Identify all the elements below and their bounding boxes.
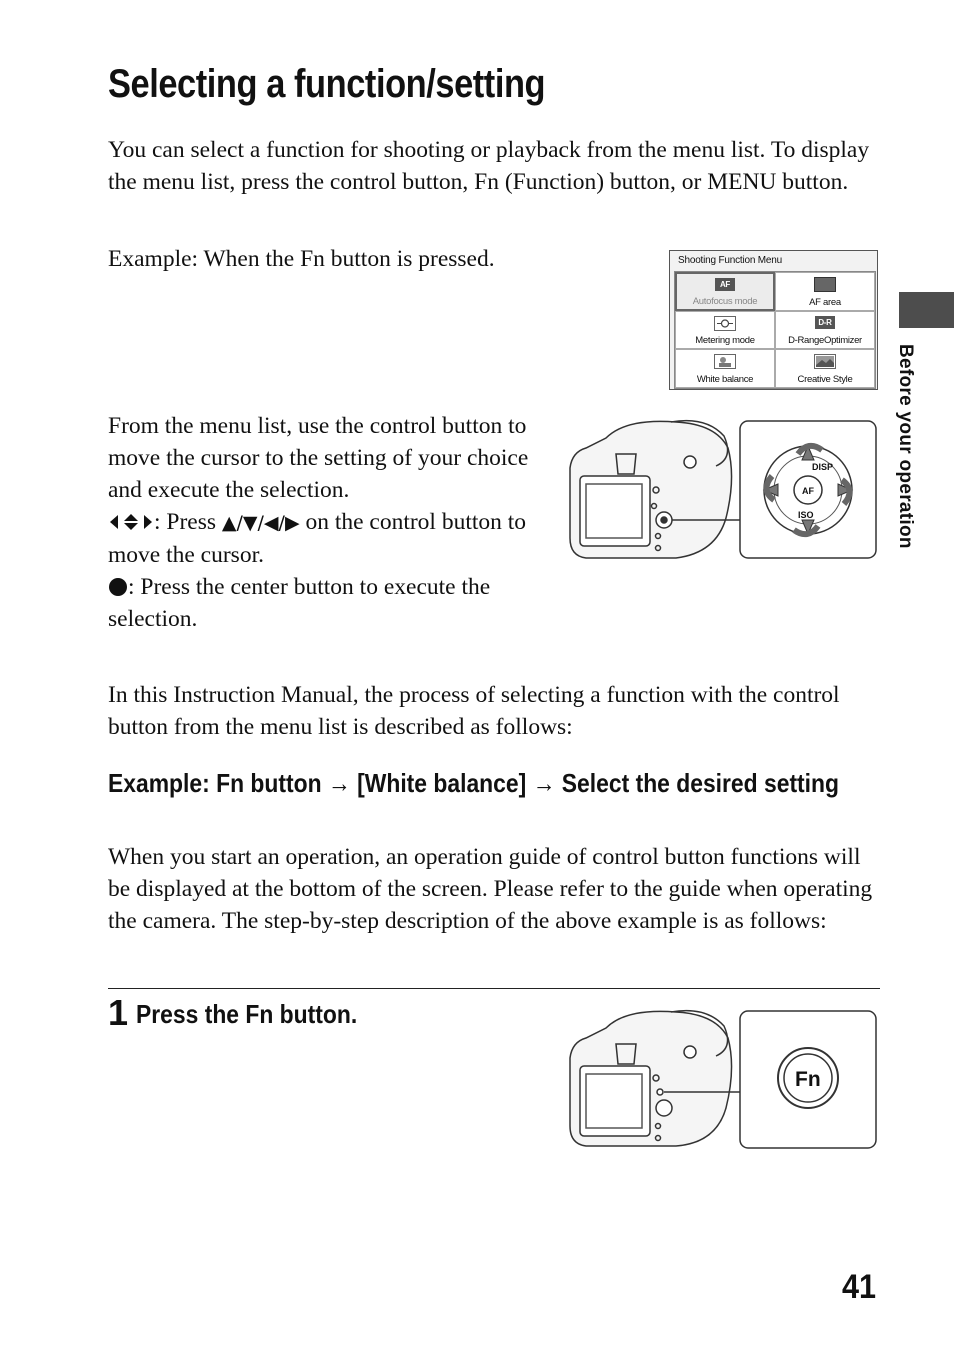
side-label-text: Before your operation [895, 344, 916, 549]
menu-item-label: AF area [809, 296, 841, 308]
menu-item-label: Autofocus mode [692, 295, 758, 307]
af-icon: AF [715, 278, 735, 291]
menu-title: Shooting Function Menu [678, 255, 783, 266]
menu-item-af-area [775, 272, 875, 311]
af-area-icon [814, 277, 836, 292]
page-number: 41 [842, 1268, 877, 1306]
camera-fn-button-illustration [566, 1008, 880, 1150]
menu-item-label: D-RangeOptimizer [788, 335, 862, 347]
instruction-execute [108, 571, 548, 635]
menu-item-metering-mode [675, 311, 775, 350]
menu-item-white-balance [675, 349, 775, 388]
operation-guide-paragraph: When you start an operation, an operation guide of control button functions will be displayed at the bottom of the screen. Please refer to the guide when operating the camera. The step-by-step description of the above example is as follows: [108, 844, 873, 934]
example-subheading: Example: Fn button → [White balance] → Select the desired setting [108, 768, 839, 798]
fn-button-label: Fn [795, 1068, 821, 1091]
instruction-execute-text: : Press the center button to execute the selection. [108, 574, 491, 632]
menu-item-label: White balance [696, 374, 754, 385]
control-button-instructions [108, 410, 548, 635]
creative-style-icon [814, 354, 836, 369]
page-title: Selecting a function/setting [108, 62, 546, 106]
menu-item-label: Metering mode [695, 335, 755, 347]
instruction-move-cursor [108, 506, 548, 571]
metering-icon [714, 316, 736, 331]
menu-item-autofocus-mode [675, 272, 775, 311]
example-text: Example: When the Fn button is pressed. [108, 246, 495, 272]
menu-item-d-range-optimizer [775, 311, 875, 350]
menu-grid [674, 271, 876, 389]
instruction-line: From the menu list, use the control button to move the cursor to the setting of your choice and execute the selection. [108, 413, 529, 503]
menu-item-creative-style [775, 349, 875, 388]
shooting-function-menu-illustration [669, 250, 878, 390]
camera-control-button-illustration [566, 418, 880, 563]
dial-label-af: AF [802, 486, 814, 496]
step-number: 1 [108, 992, 129, 1033]
section-tab-marker [899, 292, 954, 328]
instruction-prefix: : Press [154, 509, 222, 535]
arrow-keys-glyphs: ▲/▼/◀/▶ [221, 512, 300, 534]
white-balance-icon [714, 354, 736, 369]
intro-paragraph: You can select a function for shooting or playback from the menu list. To display the menu list, press the control button, Fn (Function) button, or MENU button. [108, 137, 870, 195]
menu-item-label: Creative Style [797, 374, 853, 385]
step-instruction: Press the Fn button. [136, 999, 358, 1029]
dial-label-disp: DISP [812, 462, 834, 472]
section-divider [108, 988, 880, 989]
section-side-label [894, 344, 924, 584]
center-button-icon [108, 571, 128, 603]
dial-label-iso: ISO [798, 510, 814, 520]
d-range-icon: D-R [815, 316, 835, 329]
instruction-suffix: on the control button to move the cursor. [108, 509, 527, 568]
manual-note-paragraph: In this Instruction Manual, the process of selecting a function with the control button from the menu list is described as follows: [108, 682, 840, 740]
control-arrows-icon [108, 506, 154, 538]
